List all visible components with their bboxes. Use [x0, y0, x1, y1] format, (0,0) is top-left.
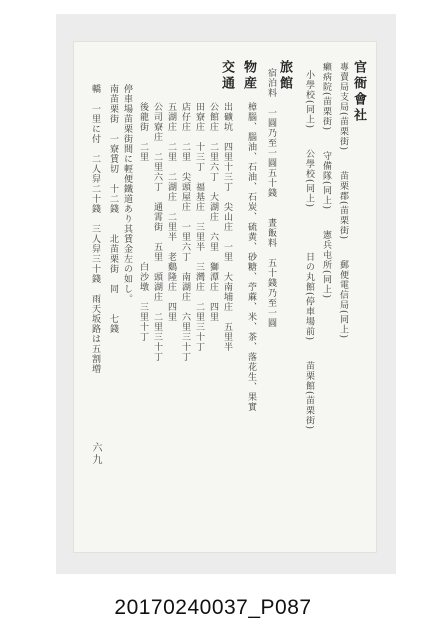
- transport-note-1: 停車場苗栗街間に輕便鐵道あり其賃金左の如し。: [122, 84, 132, 304]
- lodging-column-1: 日の丸館(停車場前) 苗栗館(苗栗街): [304, 252, 314, 431]
- transport-row: 公館庄 二里六丁 大湖庄 六里 獅潭庄 四里: [208, 102, 218, 322]
- transport-row: 店仔庄 二里 尖頭屋庄 一里六丁 南湖庄 六里三十丁: [180, 102, 190, 362]
- transport-row: 公司寮庄 二里六丁 通霄街 五里 頭湖庄 二里三十丁: [152, 102, 162, 362]
- transport-heading: 交通: [219, 60, 234, 92]
- scan-label: 20170240037_P087: [114, 596, 312, 619]
- offices-column-2: 癩病院(苗栗街) 守備隊(同上) 憲兵屯所(同上): [321, 62, 331, 300]
- transport-note-3: 轎 一里に付 二人舁二十錢 三人舁三十錢 雨天坂路は五割増: [90, 84, 100, 374]
- offices-column-3: 小學校(同上) 公學校(同上): [304, 70, 314, 209]
- transport-row: 出礦坑 四里十三丁 尖山庄 一里 大南埔庄 五里半: [222, 102, 232, 352]
- transport-row: 五湖庄 二里 二湖庄 二里半 老鷄隆庄 四里: [166, 102, 176, 322]
- transport-note-2: 南苗栗街 一寮賃切 十二錢 北苗栗街 同 七錢: [108, 84, 118, 334]
- lodging-heading: 旅館: [277, 60, 292, 92]
- offices-heading: 官衙會社: [351, 60, 366, 124]
- products-column: 樟腦、腦油、石油、石炭、硫黄、砂糖、苧蔴、米、茶、落花生、果實: [246, 102, 256, 412]
- products-heading: 物産: [241, 60, 256, 92]
- transport-row: 後龍街 二里 白沙墩 三里十丁: [138, 102, 148, 342]
- offices-column-1: 專賣局支局(苗栗街) 苗栗郡(苗栗街) 郵便電信局(同上): [338, 62, 348, 340]
- transport-row: 田寮庄 十三丁 福基庄 三里半 三灣庄 二里三十丁: [194, 102, 204, 352]
- page-number: 六九: [90, 442, 101, 466]
- book-page: [74, 42, 376, 552]
- lodging-column-2: 宿泊料 一圓乃至一圓五十錢 晝飯料 五十錢乃至一圓: [266, 68, 276, 328]
